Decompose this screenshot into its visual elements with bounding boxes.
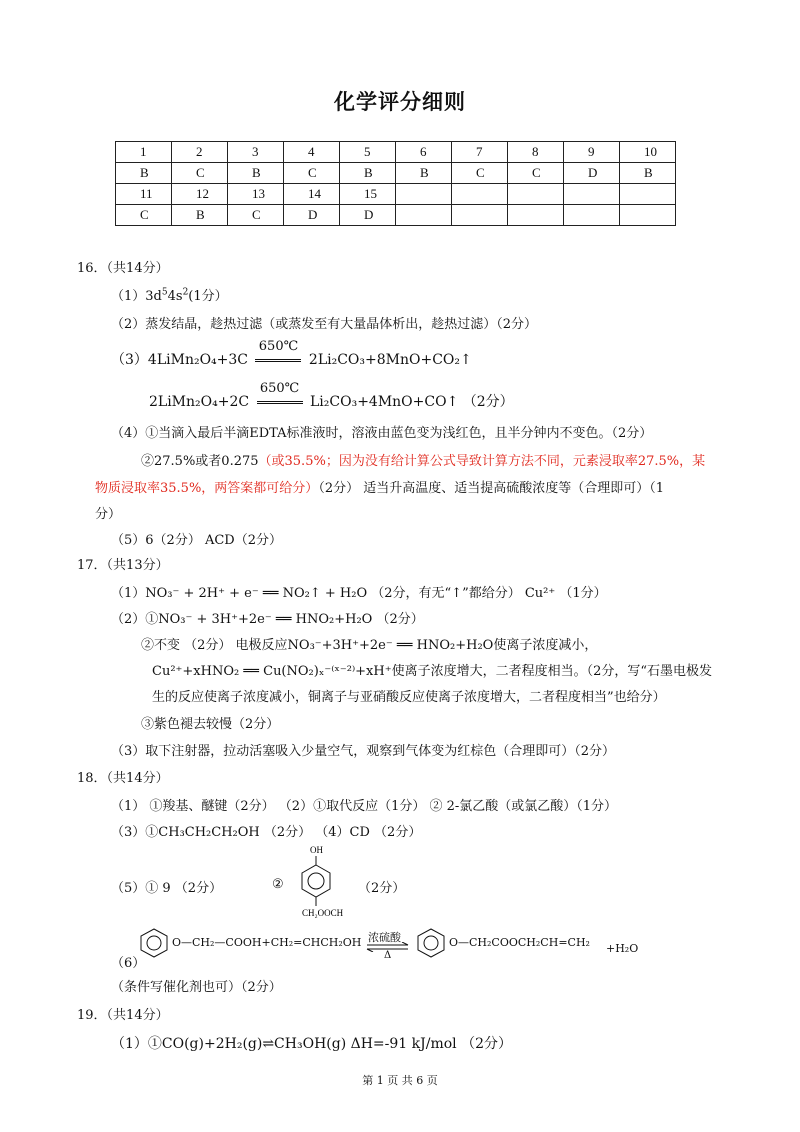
answer-table-cell: 7: [452, 142, 508, 163]
q16-part5: （5）6（2分） ACD（2分）: [111, 533, 282, 548]
answer-table-cell: 5: [340, 142, 396, 163]
answer-table-cell: 8: [508, 142, 564, 163]
q18-part3: （3）①CH₃CH₂CH₂OH （2分） （4）CD （2分）: [111, 825, 422, 840]
q18-p6-water: +H₂O: [606, 942, 639, 955]
answer-table-cell: 9: [564, 142, 620, 163]
answer-table-cell: [452, 205, 508, 226]
answer-table-cell: [452, 184, 508, 205]
answer-table-cell: 4: [284, 142, 340, 163]
q16-p1-text2: 4s: [167, 289, 183, 304]
answer-table-cell: 11: [116, 184, 172, 205]
q16-p4-red-note: （或35.5%；因为没有给计算公式导致计算方法不同，元素浸取率27.5%，某: [258, 454, 706, 469]
answer-table-cell: B: [396, 163, 452, 184]
answer-table-cell: 3: [228, 142, 284, 163]
answer-table-cell: 12: [172, 184, 228, 205]
answer-table-cell: C: [228, 205, 284, 226]
q18-p6-cond-top: 浓硫酸: [368, 931, 401, 944]
answer-table-row: [116, 205, 676, 226]
answer-table-cell: 2: [172, 142, 228, 163]
answer-table-cell: 13: [228, 184, 284, 205]
q17-part2-5: ③紫色褪去较慢（2分）: [141, 717, 280, 732]
answer-table-cell: 15: [340, 184, 396, 205]
q16-p1-text: （1）3d: [111, 289, 162, 304]
eq2-condition: [254, 381, 306, 410]
q17-part1: （1）NO₃⁻ + 2H⁺ + e⁻ ══ NO₂↑ + H₂O （2分，有无“↑”都给分） Cu²⁺ （1分）: [111, 586, 607, 601]
answer-table-cell: [508, 205, 564, 226]
eq1-products: 2Li₂CO₃+8MnO+CO₂↑: [308, 352, 472, 368]
answer-table-row: [116, 142, 676, 163]
answer-table-cell: D: [564, 163, 620, 184]
answer-table-cell: B: [116, 163, 172, 184]
answer-table-cell: B: [340, 163, 396, 184]
answer-table-cell: 14: [284, 184, 340, 205]
answer-table-cell: C: [172, 163, 228, 184]
q16-p1-sup2: 2: [182, 287, 189, 298]
answer-table-cell: [564, 205, 620, 226]
eq1-reactants: 4LiMn₂O₄+3C: [147, 352, 249, 368]
q16-p3-prefix: （3）: [111, 352, 148, 368]
q18-p6-reactants: O—CH₂—COOH+CH₂=CHCH₂OH: [172, 936, 362, 949]
answer-table-cell: 1: [116, 142, 172, 163]
q18-heading: 18．（共14分）: [77, 771, 169, 786]
q18-p6-product: O—CH₂COOCH₂CH=CH₂: [449, 936, 590, 949]
q19-part1: （1）①CO(g)+2H₂(g)⇌CH₃OH(g) ΔH=-91 kJ/mol （2分）: [111, 1036, 513, 1052]
answer-table-cell: [396, 205, 452, 226]
page-title: 化学评分细则: [334, 90, 466, 114]
answer-table-cell: [396, 184, 452, 205]
q19-heading: 19．（共14分）: [77, 1008, 169, 1023]
q16-p4-red-note-2: 物质浸取率35.5%，两答案都可给分）: [95, 481, 319, 496]
q18-part5-a: （5）① 9 （2分）: [111, 881, 223, 896]
q16-p1-score: (1分）: [188, 289, 228, 304]
answer-table-cell: 6: [396, 142, 452, 163]
q16-part2: （2）蒸发结晶，趁热过滤（或蒸发至有大量晶体析出，趁热过滤）（2分）: [111, 317, 538, 332]
q17-part2-3: Cu²⁺+xHNO₂ ══ Cu(NO₂)ₓ⁻⁽ˣ⁻²⁾+xH⁺使离子浓度增大，二者程度相当。（2分，写“石墨电极发: [152, 664, 713, 679]
eq1-condition: [252, 339, 304, 368]
answer-table-cell: [620, 184, 676, 205]
answer-table-row: [116, 163, 676, 184]
q16-heading: 16．（共14分）: [77, 261, 169, 276]
mol-sub-label: CH₂OOCH: [302, 908, 344, 918]
q16-p1-sup1: 5: [161, 287, 168, 298]
q16-p4-extra: （2分） 适当升高温度、适当提高硫酸浓度等（合理即可）（1: [318, 481, 664, 496]
q18-p6-cond-bottom: Δ: [384, 950, 392, 961]
eq2-cond-text: 650℃: [259, 381, 300, 396]
q16-p4-answer: ②27.5%或者0.275: [141, 454, 259, 469]
q18-part1: （1） ①羧基、醚键（2分） （2）①取代反应（1分） ② 2-氯乙酸（或氯乙酸）（1分）: [111, 799, 618, 814]
q17-heading: 17．（共13分）: [77, 558, 169, 573]
q17-part3: （3）取下注射器，拉动活塞吸入少量空气，观察到气体变为红棕色（合理即可）（2分）: [111, 744, 616, 759]
answer-table-cell: D: [340, 205, 396, 226]
q17-part2-1: （2）①NO₃⁻ + 3H⁺+2e⁻ ══ HNO₂+H₂O （2分）: [111, 612, 424, 627]
q18-part5-score: （2分）: [358, 881, 406, 896]
eq2-products: Li₂CO₃+4MnO+CO↑: [310, 394, 459, 410]
answer-table-cell: [508, 184, 564, 205]
q18-part6-prefix: （6）: [111, 956, 146, 971]
answer-table: [115, 141, 676, 226]
q18-part5-b: ②: [272, 877, 284, 892]
q17-part2-2: ②不变 （2分） 电极反应NO₃⁻+3H⁺+2e⁻ ══ HNO₂+H₂O使离子浓度减小，: [141, 638, 598, 653]
eq2-reactants: 2LiMn₂O₄+2C: [149, 394, 250, 410]
q16-part4-line1: （4）①当滴入最后半滴EDTA标准液时，溶液由蓝色变为浅红色，且半分钟内不变色。（2分）: [111, 426, 653, 441]
answer-table-cell: C: [508, 163, 564, 184]
q16-part4-line4: 分）: [95, 507, 122, 522]
answer-table-cell: C: [452, 163, 508, 184]
benzene-ring-icon: [137, 926, 171, 960]
answer-table-cell: [620, 205, 676, 226]
q16-part4-line2: [141, 450, 705, 469]
answer-table-cell: B: [228, 163, 284, 184]
answer-table-cell: 10: [620, 142, 676, 163]
answer-table-cell: C: [116, 205, 172, 226]
q16-part4-line3: [95, 477, 664, 496]
benzene-ring-structure-icon: [288, 840, 368, 920]
benzene-ring-product-icon: [414, 926, 448, 960]
eq1-cond-text: 650℃: [258, 339, 299, 354]
q16-equation-1: [111, 339, 472, 369]
page-footer: 第 1 页 共 6 页: [362, 1074, 438, 1087]
eq2-score: （2分）: [462, 394, 514, 410]
answer-table-cell: B: [172, 205, 228, 226]
q16-part1: [111, 285, 228, 304]
mol-oh-label: OH: [310, 845, 323, 855]
q18-p6-note: （条件写催化剂也可）（2分）: [111, 980, 282, 995]
q17-part2-4: 生的反应使离子浓度减小，铜离子与亚硝酸反应使离子浓度增大，二者程度相当”也给分）: [152, 690, 666, 705]
answer-table-cell: B: [620, 163, 676, 184]
answer-table-cell: D: [284, 205, 340, 226]
answer-table-cell: C: [284, 163, 340, 184]
answer-table-row: [116, 184, 676, 205]
answer-table-cell: [564, 184, 620, 205]
q16-equation-2: [149, 381, 514, 411]
